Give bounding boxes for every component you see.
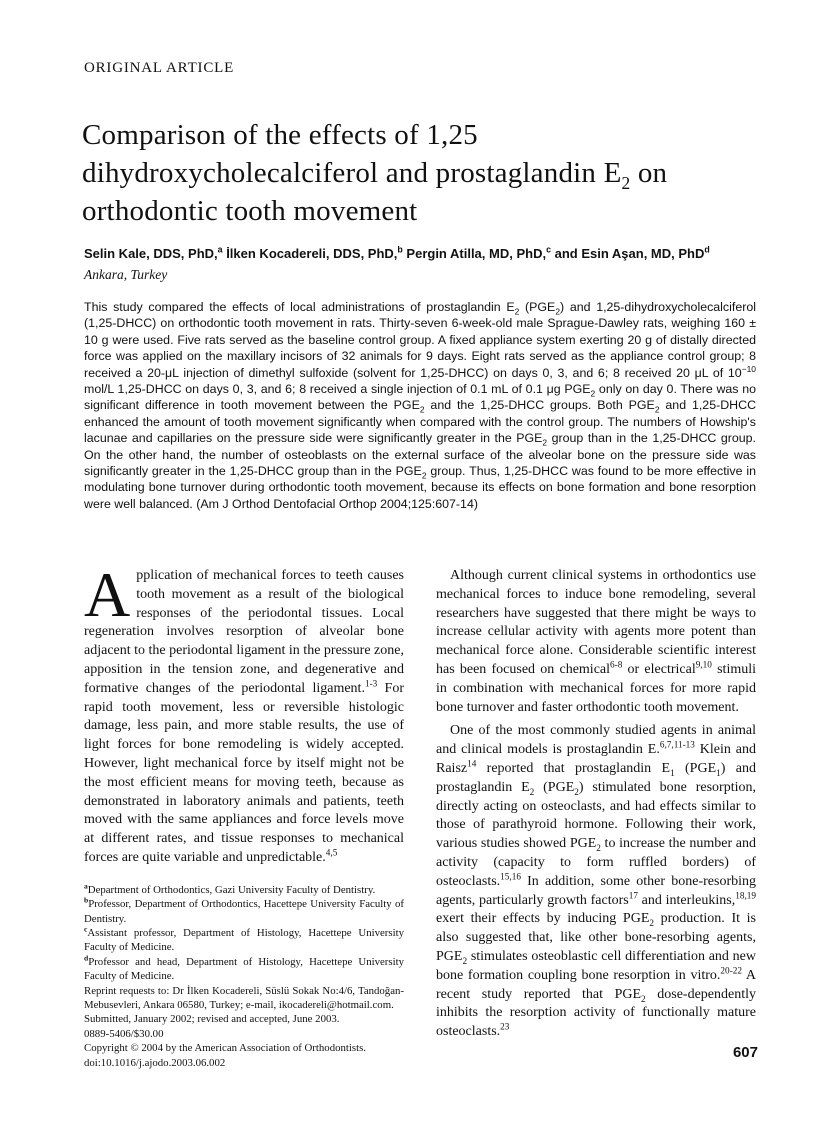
footnote-reprint-requests: Reprint requests to: Dr İlken Kocadereli, Süslü Sokak No:4/6, Tandoğan-Mebusevleri, Ankara 06580, Turkey; e-mail, ikocadereli@hotmail.com. (84, 984, 404, 1011)
abstract-text: This study compared the effects of local administrations of prostaglandin $E_2$ $(PGE_2)$ and 1,25-dihydroxycholecalciferol (1,25-DHCC) on orthodontic tooth movement in rats. Thirty-seven 6-week-old male Sprague-Dawley rats, weighing 160 ± 10 g were used. Five rats served as the baseline control group. A fixed appliance system exerting 20 g of distally directed force was applied on the maxillary incisors of 32 animals for 9 days. Eight rats served as the appliance control group; 8 received a 20-μL injection of dimethyl sulfoxide (solvent for 1,25-DHCC) on days 0, 3, and 6; 8 received 20 μL of $10^{-10}$ mol/L 1,25-DHCC on days 0, 3, and 6; 8 received a single injection of 0.1 mL of 0.1 μg $PGE_2$ only on day 0. There was no significant difference in tooth movement between the $PGE_2$ and the 1,25-DHCC groups. Both $PGE_2$ and 1,25-DHCC enhanced the amount of tooth movement significantly when compared with the control group. The numbers of Howship's lacunae and capillaries on the pressure side were significantly greater in the $PGE_2$ group than in the 1,25-DHCC group. On the other hand, the number of osteoblasts on the external surface of the alveolar bone on the pressure side was significantly greater in the 1,25-DHCC group than in the $PGE_2$ group. Thus, 1,25-DHCC was found to be more effective in modulating bone turnover during orthodontic tooth movement, because its effects on bone formation and bone resorption were well balanced. (Am J Orthod Dentofacial Orthop 2004;125:607-14) (84, 300, 757, 511)
right-column (436, 567, 756, 1042)
body-paragraph-intro (84, 559, 404, 868)
author-line: Selin Kale, DDS, PhD,$^a$ İlken Kocadereli, DDS, PhD,$^b$ Pergin Atilla, MD, PhD,$^c$ and Esin Aşan, MD, PhD$^d$ (84, 244, 710, 261)
footnote-submission-history: Submitted, January 2002; revised and accepted, June 2003. (84, 1013, 340, 1026)
article-title: Comparison of the effects of 1,25 dihydroxycholecalciferol and prostaglandin $E_2$ on orthodontic tooth movement (82, 119, 668, 227)
footnote-issn-price: 0889-5406/$30.00 (84, 1027, 164, 1040)
drop-cap: A (84, 559, 131, 630)
footnote-item-c: $^c$Assistant professor, Department of Histology, Hacettepe University Faculty of Medicine. (84, 924, 404, 954)
page-number: 607 (732, 1044, 758, 1061)
left-column (84, 559, 404, 1070)
footnote-copyright: Copyright © 2004 by the American Association of Orthodontists. (84, 1042, 366, 1055)
footnote-item-d: $^d$Professor and head, Department of Histology, Hacettepe University Faculty of Medicine. (84, 953, 404, 983)
affiliation-location: Ankara, Turkey (84, 267, 168, 282)
footnote-doi: doi:10.1016/j.ajodo.2003.06.002 (84, 1056, 226, 1069)
footnote-item-b: $^b$Professor, Department of Orthodontics, Hacettepe University Faculty of Dentistry. (84, 895, 404, 925)
body-paragraph: Although current clinical systems in orthodontics use mechanical forces to induce bone remodeling, several researchers have suggested that there might be ways to increase cellular activity with agents more potent than mechanical force alone. Considerable scientific interest has been focused on chemical$^{6-8}$ or electrical$^{9,10}$ stimuli in combination with mechanical forces for more rapid bone turnover and faster orthodontic tooth movement. (436, 568, 757, 715)
footnote-item-a: $^a$Department of Orthodontics, Gazi University Faculty of Dentistry. (84, 881, 376, 896)
footnotes (84, 883, 404, 1070)
body-paragraph-intro-text: pplication of mechanical forces to teeth causes tooth movement as a result of the biological responses of the periodontal tissues. Local regeneration involves resorption of alveolar bone adjacent to the periodontal ligament in the pressure zone, apposition in the tension zone, and degenerative and formative changes of the periodontal ligament.$^{1-3}$ For rapid tooth movement, less or reversible histologic damage, less pain, and more stable results, the use of light forces for bone remodeling is widely accepted. However, light mechanical force by itself might not be the most efficient means for moving teeth, because as demonstrated in laboratory animals and patients, teeth moved with the same appliances and force levels move at different rates, and tissue responses to mechanical forces are quite variable and unpredictable.$^{4,5}$ (84, 568, 404, 865)
article-type-label: ORIGINAL ARTICLE (84, 60, 235, 76)
body-paragraph: One of the most commonly studied agents in animal and clinical models is prostaglandin E.$^{6,7,11-13}$ Klein and Raisz$^{14}$ reported that prostaglandin $E_1$ $(PGE_1)$ and prostaglandin $E_2$ $(PGE_2)$ stimulated bone resorption, directly acting on osteoclasts, and had effects similar to those of parathyroid hormone. Following their work, various studies showed $PGE_2$ to increase the number and activity (capacity to form ruffled borders) of osteoclasts.$^{15,16}$ In addition, some other bone-resorbing agents, particularly growth factors$^{17}$ and interleukins,$^{18,19}$ exert their effects by inducing $PGE_2$ production. It is also suggested that, like other bone-resorbing agents, $PGE_2$ stimulates osteoblastic cell differentiation and new bone formation coupling bone resorption in vitro.$^{20-22}$ A recent study reported that $PGE_2$ dose-dependently inhibits the resorption activity of functionally mature osteoclasts.$^{23}$ (436, 723, 756, 1040)
